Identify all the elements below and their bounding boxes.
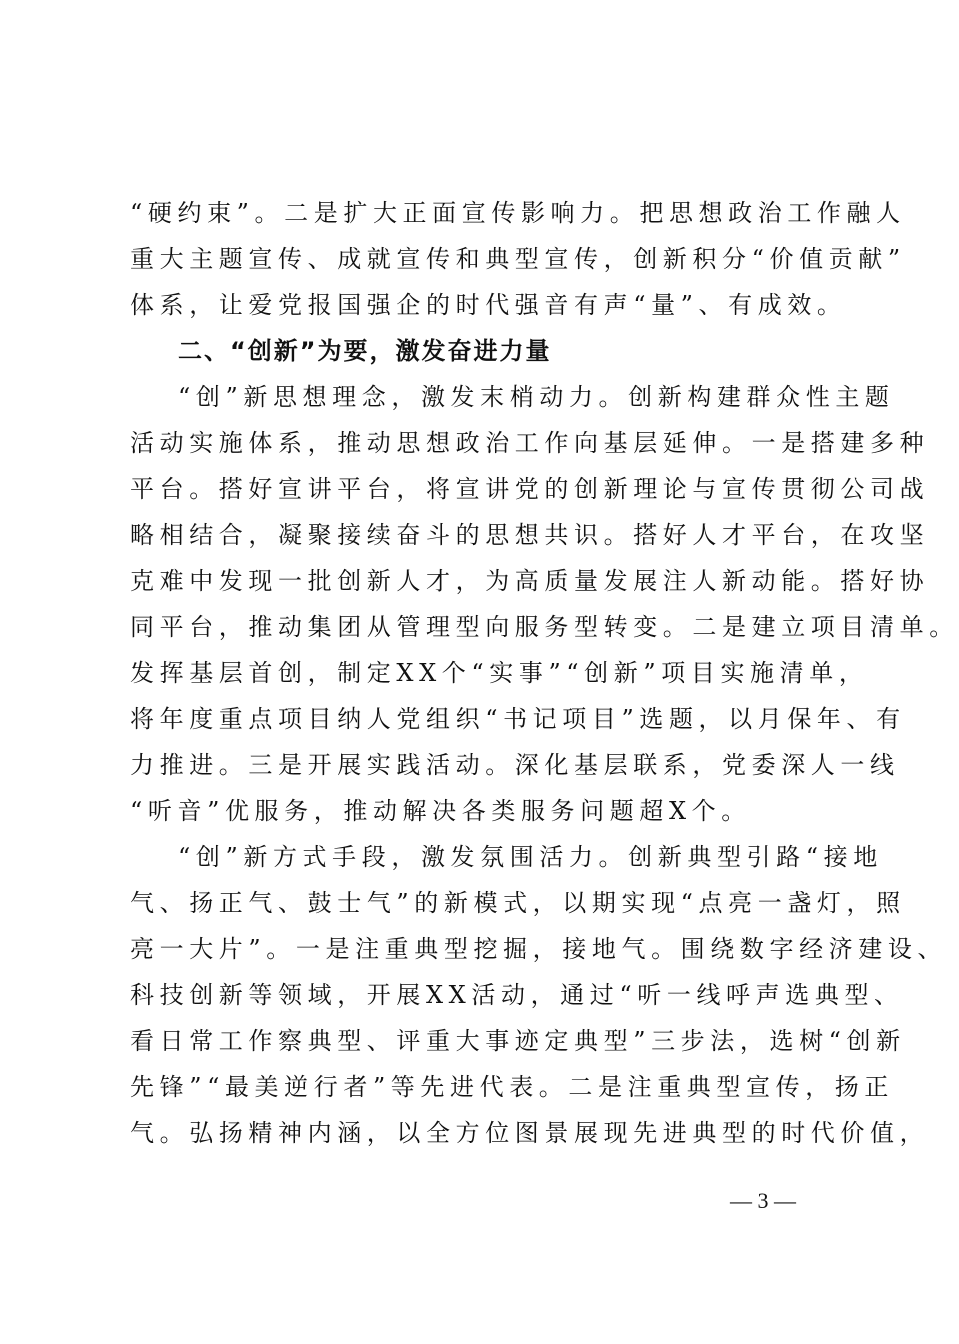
text-line: 平台。搭好宣讲平台，将宣讲党的创新理论与宣传贯彻公司战 xyxy=(130,475,930,503)
text-line: 活动实施体系，推动思想政治工作向基层延伸。一是搭建多种 xyxy=(130,429,930,457)
text-line: 略相结合，凝聚接续奋斗的思想共识。搭好人才平台，在攻坚 xyxy=(130,521,930,549)
text-line: 发挥基层首创，制定XX个“实事”“创新”项目实施清单， xyxy=(130,659,869,687)
text-line: 将年度重点项目纳人党组织“书记项目”选题，以月保年、有 xyxy=(130,705,906,733)
text-line: 亮一大片”。一是注重典型挖掘，接地气。围绕数字经济建设、 xyxy=(130,935,948,963)
text-line: 体系，让爱党报国强企的时代强音有声“量”、有成效。 xyxy=(130,291,847,319)
text-line: “创”新思想理念，激发末梢动力。创新构建群众性主题 xyxy=(178,383,895,411)
text-line: “听音”优服务，推动解决各类服务问题超X个。 xyxy=(130,797,751,825)
text-line: “创”新方式手段，激发氛围活力。创新典型引路“接地 xyxy=(178,843,883,871)
text-line: 气。弘扬精神内涵，以全方位图景展现先进典型的时代价值， xyxy=(130,1119,930,1147)
text-line: 气、扬正气、鼓士气”的新模式，以期实现“点亮一盏灯，照 xyxy=(130,889,906,917)
text-line: 科技创新等领域，开展XX活动，通过“听一线呼声选典型、 xyxy=(130,981,904,1009)
text-line: 克难中发现一批创新人才，为高质量发展注人新动能。搭好协 xyxy=(130,567,930,595)
text-line: “硬约束”。二是扩大正面宣传影响力。把思想政治工作融人 xyxy=(130,199,906,227)
section-heading: 二、“创新”为要，激发奋进力量 xyxy=(178,337,552,365)
text-line: 先锋”“最美逆行者”等先进代表。二是注重典型宣传，扬正 xyxy=(130,1073,895,1101)
text-line: 重大主题宣传、成就宣传和典型宣传，创新积分“价值贡献” xyxy=(130,245,906,273)
text-line: 力推进。三是开展实践活动。深化基层联系，党委深人一线 xyxy=(130,751,900,779)
text-line: 看日常工作察典型、评重大事迹定典型”三步法，选树“创新 xyxy=(130,1027,906,1055)
page-number: — 3 — xyxy=(730,1188,796,1213)
text-line: 同平台，推动集团从管理型向服务型转变。二是建立项目清单。 xyxy=(130,613,959,641)
